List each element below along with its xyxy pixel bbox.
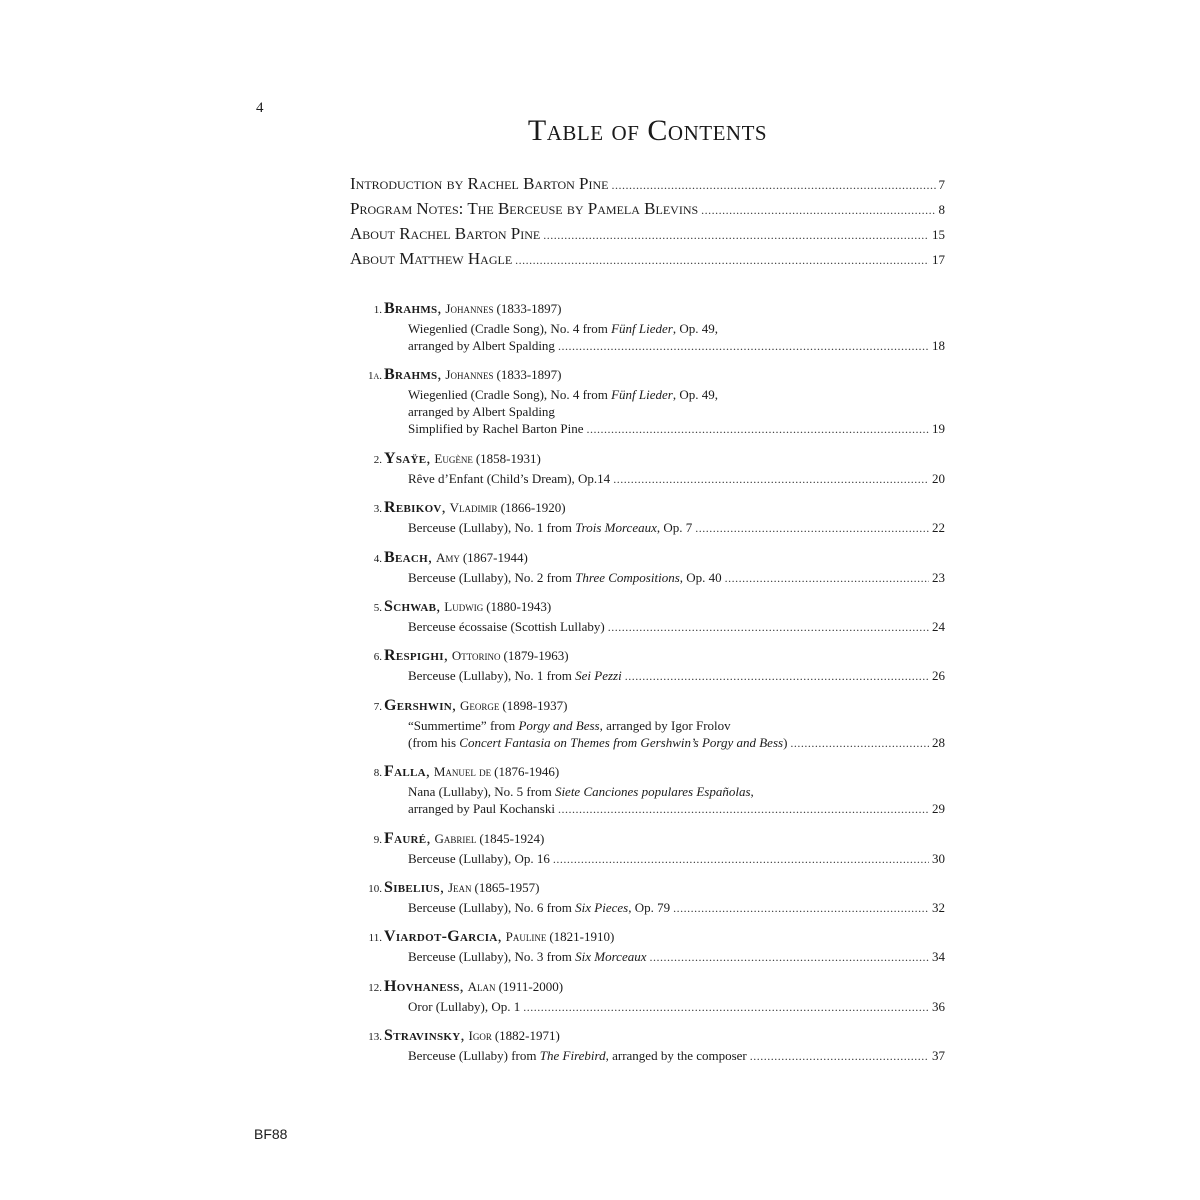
name-separator: , bbox=[437, 300, 446, 317]
text-segment: , Op. 49, bbox=[672, 387, 718, 403]
description-text bbox=[408, 718, 731, 733]
entry-page-number: 29 bbox=[932, 801, 945, 817]
description-text bbox=[408, 948, 647, 965]
composer-surname: Stravinsky bbox=[384, 1027, 461, 1045]
composer-surname: Hovhaness bbox=[384, 977, 460, 995]
composer-given-name: Alan bbox=[467, 978, 496, 994]
entry-number: 13. bbox=[368, 1031, 382, 1044]
name-separator: , bbox=[427, 548, 436, 566]
name-separator: , bbox=[439, 878, 448, 896]
description-text bbox=[408, 387, 718, 402]
composer-name bbox=[384, 879, 472, 897]
entry-number: 7. bbox=[373, 700, 382, 713]
composer-name bbox=[384, 549, 460, 567]
dot-leader bbox=[523, 999, 929, 1016]
dot-leader bbox=[515, 253, 929, 268]
toc-composition-entry[interactable] bbox=[350, 549, 945, 586]
entry-page-number: 30 bbox=[932, 850, 945, 866]
entry-description-line bbox=[350, 420, 945, 437]
entry-number: 12. bbox=[368, 981, 382, 994]
composer-name bbox=[384, 300, 493, 318]
dot-leader bbox=[543, 228, 929, 243]
italic-title: The Firebird bbox=[539, 1048, 606, 1064]
text-segment: Berceuse (Lullaby), No. 1 from bbox=[408, 520, 576, 536]
toc-entry-page: 17 bbox=[932, 252, 945, 267]
composer-name bbox=[384, 697, 499, 715]
entry-heading bbox=[350, 598, 945, 618]
entry-page-number: 28 bbox=[932, 734, 945, 750]
entry-page-number: 24 bbox=[932, 618, 945, 634]
composer-name bbox=[384, 598, 483, 616]
dot-leader bbox=[613, 471, 929, 488]
text-segment: (from his bbox=[408, 734, 460, 750]
entry-description-line bbox=[350, 337, 945, 354]
description-text bbox=[408, 899, 670, 916]
text-segment: Berceuse (Lullaby), No. 3 from bbox=[408, 949, 576, 965]
entry-description-line bbox=[350, 569, 945, 586]
description-text bbox=[408, 404, 555, 419]
toc-composition-entry[interactable] bbox=[350, 978, 945, 1015]
composer-dates: (1882-1971) bbox=[494, 1028, 560, 1044]
entry-number: 9. bbox=[373, 833, 382, 846]
composer-given-name: Vladimir bbox=[449, 500, 498, 516]
description-text bbox=[408, 784, 754, 799]
composer-dates: (1880-1943) bbox=[486, 598, 552, 614]
toc-entry-page: 15 bbox=[932, 227, 945, 242]
entry-description-line bbox=[350, 618, 945, 635]
entry-page-number: 32 bbox=[932, 899, 945, 915]
italic-title: Fünf Lieder bbox=[611, 321, 673, 336]
dot-leader bbox=[553, 851, 929, 868]
text-segment: “Summertime” from bbox=[408, 717, 519, 733]
toc-composition-entry[interactable] bbox=[350, 928, 945, 965]
italic-title: Three Compositions bbox=[575, 569, 680, 585]
toc-entry-about-pine[interactable] bbox=[350, 224, 945, 249]
text-segment: Wiegenlied (Cradle Song), No. 4 from bbox=[408, 321, 612, 336]
name-separator: , bbox=[426, 449, 435, 467]
composer-given-name: Johannes bbox=[445, 367, 494, 383]
dot-leader bbox=[790, 735, 929, 752]
composer-name bbox=[384, 763, 491, 781]
entry-heading bbox=[350, 300, 945, 320]
page-number: 4 bbox=[256, 100, 264, 116]
description-text bbox=[408, 337, 555, 354]
toc-composition-entry[interactable] bbox=[350, 450, 945, 487]
entry-heading bbox=[350, 647, 945, 667]
composer-given-name: Manuel de bbox=[433, 764, 492, 780]
text-segment: arranged by Albert Spalding bbox=[408, 404, 555, 420]
name-separator: , bbox=[426, 829, 435, 847]
dot-leader bbox=[608, 619, 929, 636]
composer-dates: (1879-1963) bbox=[503, 648, 569, 664]
text-segment: Nana (Lullaby), No. 5 from bbox=[408, 784, 555, 800]
entry-description-line bbox=[350, 667, 945, 684]
composer-surname: Rebikov bbox=[384, 499, 442, 517]
composer-dates: (1911-2000) bbox=[498, 978, 564, 994]
composer-dates: (1866-1920) bbox=[500, 500, 566, 516]
entry-description-line bbox=[350, 948, 945, 965]
dot-leader bbox=[701, 203, 935, 218]
description-text bbox=[408, 519, 692, 536]
toc-entry-label: About Rachel Barton Pine bbox=[350, 224, 541, 243]
name-separator: , bbox=[497, 928, 506, 946]
toc-composition-entry[interactable] bbox=[350, 763, 945, 817]
dot-leader bbox=[725, 570, 929, 587]
composer-given-name: Jean bbox=[447, 879, 472, 895]
entry-description-line bbox=[350, 783, 945, 800]
entry-number: 11. bbox=[368, 932, 382, 945]
entry-heading bbox=[350, 549, 945, 569]
entry-page-number: 23 bbox=[932, 569, 945, 585]
composer-surname: Respighi bbox=[384, 647, 444, 665]
entry-page-number: 18 bbox=[932, 338, 945, 353]
dot-leader bbox=[558, 801, 929, 818]
entry-description-line bbox=[350, 998, 945, 1015]
text-segment: Berceuse (Lullaby) from bbox=[408, 1048, 540, 1064]
text-segment: Berceuse (Lullaby), No. 1 from bbox=[408, 668, 576, 684]
entry-description-line bbox=[350, 470, 945, 487]
front-matter-list bbox=[350, 174, 945, 274]
description-text bbox=[408, 420, 583, 437]
name-separator: , bbox=[452, 696, 461, 714]
toc-composition-entry[interactable] bbox=[350, 830, 945, 867]
composer-given-name: Igor bbox=[468, 1028, 492, 1044]
entry-number: 2. bbox=[373, 453, 382, 466]
entry-number: 8. bbox=[373, 767, 382, 780]
composer-surname: Sibelius bbox=[384, 878, 440, 896]
text-segment: Wiegenlied (Cradle Song), No. 4 from bbox=[408, 387, 612, 403]
composer-given-name: Gabriel bbox=[434, 830, 477, 846]
toc-composition-entry[interactable] bbox=[350, 1027, 945, 1064]
composer-dates: (1867-1944) bbox=[462, 549, 528, 565]
toc-composition-entry[interactable] bbox=[350, 366, 945, 437]
entry-number: 6. bbox=[373, 651, 382, 664]
italic-title: Six Morceaux bbox=[575, 949, 647, 965]
composer-given-name: Pauline bbox=[505, 929, 547, 945]
entry-heading bbox=[350, 763, 945, 783]
toc-composition-entry[interactable] bbox=[350, 499, 945, 536]
composer-dates: (1821-1910) bbox=[549, 929, 615, 945]
italic-title: Concert Fantasia on Themes from Gershwin’s Porgy and Bess bbox=[459, 734, 784, 750]
toc-entry-label: About Matthew Hagle bbox=[350, 249, 513, 268]
italic-title: Porgy and Bess bbox=[518, 717, 600, 733]
composer-given-name: Amy bbox=[435, 549, 460, 565]
entry-heading bbox=[350, 499, 945, 519]
composer-surname: Brahms bbox=[384, 300, 438, 317]
dot-leader bbox=[612, 178, 936, 193]
description-text bbox=[408, 618, 605, 635]
entry-heading bbox=[350, 830, 945, 850]
toc-entry-label: Program Notes: The Berceuse by Pamela Blevins bbox=[350, 199, 699, 218]
description-text bbox=[408, 734, 787, 751]
composer-dates: (1845-1924) bbox=[479, 830, 545, 846]
entry-description-line bbox=[350, 800, 945, 817]
text-segment: ) bbox=[783, 734, 788, 750]
entry-page-number: 37 bbox=[932, 1048, 945, 1064]
page-title: Table of Contents bbox=[527, 114, 768, 147]
text-segment: Rêve d’Enfant (Child’s Dream), Op.14 bbox=[408, 470, 611, 486]
composer-name bbox=[384, 978, 496, 996]
dot-leader bbox=[558, 338, 929, 355]
text-segment: , arranged by the composer bbox=[605, 1048, 747, 1064]
entry-number: 10. bbox=[368, 882, 382, 895]
composer-surname: Brahms bbox=[384, 366, 438, 384]
toc-composition-entry[interactable] bbox=[350, 697, 945, 751]
composer-given-name: George bbox=[460, 697, 500, 713]
composer-dates: (1858-1931) bbox=[475, 450, 541, 466]
entry-number: 3. bbox=[373, 503, 382, 516]
toc-composition-entry[interactable] bbox=[350, 300, 945, 354]
description-text bbox=[408, 569, 722, 586]
description-text bbox=[408, 667, 622, 684]
composer-given-name: Johannes bbox=[445, 301, 494, 316]
name-separator: , bbox=[425, 763, 434, 781]
name-separator: , bbox=[436, 597, 445, 615]
name-separator: , bbox=[437, 366, 446, 384]
entry-heading bbox=[350, 1027, 945, 1047]
description-text bbox=[408, 800, 555, 817]
entry-page-number: 22 bbox=[932, 520, 945, 536]
entry-heading bbox=[350, 928, 945, 948]
composer-surname: Falla bbox=[384, 763, 426, 781]
description-text bbox=[408, 321, 718, 336]
composer-dates: (1876-1946) bbox=[494, 764, 560, 780]
entry-number: 5. bbox=[373, 601, 382, 614]
text-segment: Berceuse (Lullaby), No. 2 from bbox=[408, 569, 576, 585]
italic-title: Six Pieces bbox=[575, 899, 629, 915]
name-separator: , bbox=[443, 647, 452, 665]
description-text bbox=[408, 850, 550, 867]
text-segment: Simplified by Rachel Barton Pine bbox=[408, 421, 584, 437]
dot-leader bbox=[750, 1048, 929, 1065]
toc-composition-entry[interactable] bbox=[350, 647, 945, 684]
footer-code: BF88 bbox=[254, 1126, 288, 1142]
toc-entry-label: Introduction by Rachel Barton Pine bbox=[350, 174, 609, 193]
entry-heading bbox=[350, 978, 945, 998]
composer-dates: (1898-1937) bbox=[502, 697, 568, 713]
entry-description-line bbox=[350, 734, 945, 751]
toc-entry-program-notes[interactable] bbox=[350, 199, 945, 224]
toc-entry-page: 8 bbox=[938, 202, 945, 217]
composer-name bbox=[384, 450, 473, 468]
entry-number: 1a. bbox=[367, 370, 382, 383]
entry-description-line bbox=[350, 403, 945, 420]
entry-heading bbox=[350, 697, 945, 717]
entry-description-line bbox=[350, 850, 945, 867]
entry-heading bbox=[350, 879, 945, 899]
composition-list bbox=[350, 300, 945, 1076]
text-segment: , Op. 40 bbox=[679, 569, 722, 585]
entry-description-line bbox=[350, 899, 945, 916]
italic-title: Sei Pezzi bbox=[575, 668, 622, 684]
composer-dates: (1833-1897) bbox=[496, 367, 562, 383]
text-segment: , arranged by Igor Frolov bbox=[599, 717, 731, 733]
toc-composition-entry[interactable] bbox=[350, 598, 945, 635]
composer-name bbox=[384, 830, 476, 848]
composer-surname: Beach bbox=[384, 548, 428, 566]
toc-entry-introduction[interactable] bbox=[350, 174, 945, 199]
composer-dates: (1833-1897) bbox=[496, 301, 562, 316]
name-separator: , bbox=[460, 1027, 469, 1045]
entry-description-line bbox=[350, 386, 945, 403]
entry-page-number: 34 bbox=[932, 949, 945, 965]
dot-leader bbox=[586, 421, 929, 438]
text-segment: , bbox=[750, 784, 754, 800]
entry-number: 4. bbox=[373, 552, 382, 565]
entry-description-line bbox=[350, 320, 945, 337]
composer-given-name: Eugène bbox=[434, 450, 473, 466]
dot-leader bbox=[695, 520, 929, 537]
composer-name bbox=[384, 366, 493, 384]
dot-leader bbox=[650, 949, 930, 966]
description-text bbox=[408, 470, 610, 487]
text-segment: , Op. 7 bbox=[656, 520, 693, 536]
entry-description-line bbox=[350, 717, 945, 734]
entry-page-number: 26 bbox=[932, 668, 945, 684]
text-segment: , Op. 49, bbox=[672, 321, 718, 336]
composer-given-name: Ottorino bbox=[451, 648, 501, 664]
italic-title: Fünf Lieder bbox=[611, 387, 673, 403]
italic-title: Trois Morceaux bbox=[575, 520, 657, 536]
text-segment: , Op. 79 bbox=[628, 899, 671, 915]
composer-name bbox=[384, 928, 546, 946]
composer-surname: Schwab bbox=[384, 597, 437, 615]
text-segment: Berceuse (Lullaby), Op. 16 bbox=[408, 850, 550, 866]
toc-entry-about-hagle[interactable] bbox=[350, 249, 945, 274]
description-text bbox=[408, 1047, 747, 1064]
composer-surname: Ysaÿe bbox=[384, 449, 427, 467]
entry-heading bbox=[350, 366, 945, 386]
text-segment: arranged by Albert Spalding bbox=[408, 338, 555, 353]
text-segment: Berceuse (Lullaby), No. 6 from bbox=[408, 899, 576, 915]
toc-entry-page: 7 bbox=[938, 177, 945, 192]
composer-dates: (1865-1957) bbox=[474, 879, 540, 895]
text-segment: arranged by Paul Kochanski bbox=[408, 801, 555, 817]
entry-page-number: 19 bbox=[932, 421, 945, 437]
entry-description-line bbox=[350, 519, 945, 536]
entry-page-number: 36 bbox=[932, 998, 945, 1014]
composer-name bbox=[384, 1027, 492, 1045]
dot-leader bbox=[625, 668, 929, 685]
composer-surname: Gershwin bbox=[384, 696, 453, 714]
composer-given-name: Ludwig bbox=[444, 598, 484, 614]
italic-title: Siete Canciones populares Españolas bbox=[554, 784, 751, 800]
entry-page-number: 20 bbox=[932, 470, 945, 486]
toc-composition-entry[interactable] bbox=[350, 879, 945, 916]
entry-number: 1. bbox=[373, 304, 382, 316]
composer-name bbox=[384, 499, 498, 517]
name-separator: , bbox=[459, 977, 468, 995]
dot-leader bbox=[673, 900, 929, 917]
entry-heading bbox=[350, 450, 945, 470]
entry-description-line bbox=[350, 1047, 945, 1064]
text-segment: Berceuse écossaise (Scottish Lullaby) bbox=[408, 618, 605, 634]
composer-surname: Fauré bbox=[384, 829, 427, 847]
description-text bbox=[408, 998, 520, 1015]
composer-name bbox=[384, 647, 501, 665]
name-separator: , bbox=[441, 499, 450, 517]
text-segment: Oror (Lullaby), Op. 1 bbox=[408, 998, 521, 1014]
composer-surname: Viardot-Garcia bbox=[384, 928, 498, 946]
